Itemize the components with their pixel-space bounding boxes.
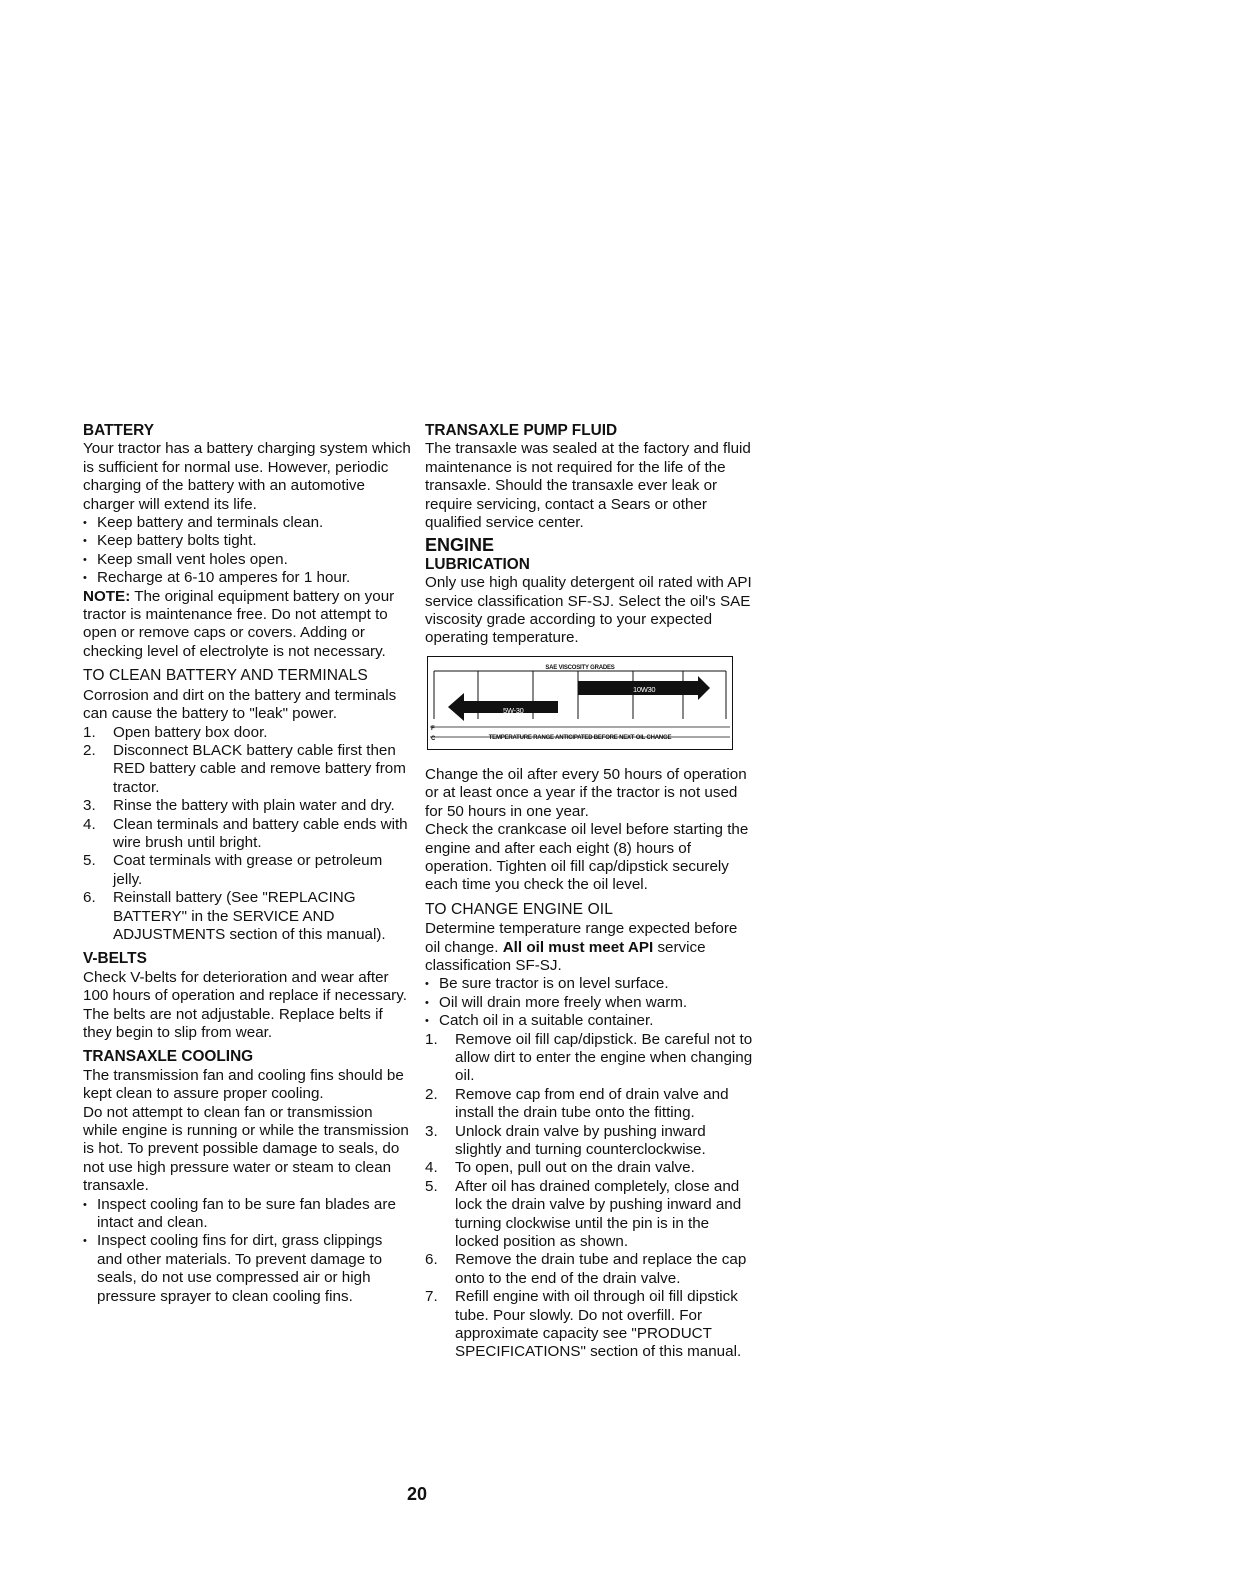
change-oil-intro-c: service classification SF-SJ.: [425, 938, 706, 974]
list-item: • Keep battery and terminals clean.: [83, 514, 411, 532]
step-number: 4.: [83, 815, 96, 833]
change-oil-bullets: [425, 975, 755, 1030]
battery-intro: Your tractor has a battery charging system which is sufficient for normal use. However, periodic charging of the battery with an automotive charger will extend its life.: [83, 440, 411, 513]
step-text: After oil has drained completely, close and lock the drain valve by pushing inward and turning clockwise until the pin is in the locked position as shown.: [455, 1177, 742, 1251]
transaxle-cooling-heading: TRANSAXLE COOLING: [83, 1048, 254, 1066]
transaxle-cooling-bullets: [83, 1196, 411, 1306]
step-text: Coat terminals with grease or petroleum jelly.: [113, 852, 383, 888]
battery-heading: BATTERY: [83, 422, 154, 439]
clean-terminals-intro: Corrosion and dirt on the battery and terminals can cause the battery to "leak" power.: [83, 686, 397, 723]
vbelts-heading: V-BELTS: [83, 950, 147, 968]
step-text: Unlock drain valve by pushing inward slightly and turning counterclockwise.: [455, 1122, 706, 1158]
transaxle-pump-heading: TRANSAXLE PUMP FLUID: [425, 422, 618, 439]
list-item: [425, 1159, 755, 1177]
list-item: [83, 724, 411, 742]
left-column: [83, 422, 411, 1306]
oil-level-check: Check the crankcase oil level before starting the engine and after each eight (8) hours of operation. Tighten oil fill cap/dipstick securely each time you check the oil level.: [425, 821, 749, 894]
list-item: [425, 1251, 755, 1288]
list-item: • Oil will drain more freely when warm.: [425, 994, 755, 1012]
step-number: 2.: [425, 1085, 438, 1103]
list-item: [425, 1288, 755, 1362]
battery-bullets: [83, 514, 411, 588]
fahrenheit-label: F: [431, 725, 435, 732]
step-text: Refill engine with oil through oil fill dipstick tube. Pour slowly. Do not overfill. For approximate capacity see "PRODUCT SPECIFICATIONS" section of this manual.: [455, 1288, 742, 1361]
step-text: Clean terminals and battery cable ends with wire brush until bright.: [113, 815, 408, 851]
step-text: Disconnect BLACK battery cable first then RED battery cable and remove battery from tractor.: [113, 741, 406, 796]
transaxle-cooling-p2: Do not attempt to clean fan or transmission while engine is running or while the transmission is hot. To prevent possible damage to seals, do not use high pressure water or steam to clean transaxle.: [83, 1103, 409, 1195]
viscosity-chart-footer: TEMPERATURE RANGE ANTICIPATED BEFORE NEXT OIL CHANGE: [488, 735, 672, 742]
transaxle-pump-text: The transaxle was sealed at the factory and fluid maintenance is not required for the life of the transaxle. Should the transaxle ever leak or require servicing, contact a Sears or other qualified service center.: [425, 440, 751, 532]
list-item: [425, 1123, 755, 1160]
battery-note: [83, 588, 411, 662]
list-item: • Keep battery bolts tight.: [83, 532, 411, 550]
oil-change-interval: Change the oil after every 50 hours of operation or at least once a year if the tractor is not used for 50 hours in one year.: [425, 765, 747, 820]
clean-terminals-heading: TO CLEAN BATTERY AND TERMINALS: [83, 667, 368, 685]
viscosity-chart: [427, 656, 733, 750]
lubrication-heading: LUBRICATION: [425, 555, 530, 573]
list-item: • Be sure tractor is on level surface.: [425, 975, 755, 993]
lubrication-text: Only use high quality detergent oil rated with API service classification SF-SJ. Select the oil's SAE viscosity grade according to your expected operating temperature.: [425, 574, 752, 647]
change-oil-heading: TO CHANGE ENGINE OIL: [425, 900, 614, 918]
list-item: • Recharge at 6-10 amperes for 1 hour.: [83, 569, 411, 587]
change-oil-intro: [425, 920, 755, 975]
list-item: [83, 852, 411, 889]
upper-grade-label: 10W30: [633, 684, 656, 694]
lower-grade-label: 5W-30: [503, 705, 524, 715]
step-number: 3.: [83, 797, 96, 815]
step-number: 3.: [425, 1122, 438, 1140]
note-text: The original equipment battery on your tractor is maintenance free. Do not attempt to open or remove caps or covers. Adding or checking level of electrolyte is not necessary.: [83, 587, 395, 660]
step-number: 4.: [425, 1159, 438, 1177]
step-number: 5.: [83, 852, 96, 870]
step-number: 1.: [83, 723, 96, 741]
list-item: • Inspect cooling fan to be sure fan blades are intact and clean.: [83, 1196, 411, 1233]
celsius-label: C: [431, 735, 436, 742]
change-oil-steps: [425, 1031, 755, 1362]
step-text: Reinstall battery (See "REPLACING BATTERY" in the SERVICE AND ADJUSTMENTS section of this manual).: [113, 889, 386, 943]
viscosity-chart-title: SAE VISCOSITY GRADES: [545, 664, 615, 671]
list-item: [83, 889, 411, 944]
list-item: [83, 816, 411, 853]
list-item: • Inspect cooling fins for dirt, grass clippings and other materials. To prevent damage to seals, do not use compressed air or high pressure sprayer to clean cooling fins.: [83, 1232, 411, 1306]
step-text: Remove cap from end of drain valve and install the drain tube onto the fitting.: [455, 1085, 729, 1122]
list-item: • Catch oil in a suitable container.: [425, 1012, 755, 1030]
step-number: 2.: [83, 741, 96, 759]
page-number: 20: [407, 1484, 428, 1504]
step-text: Open battery box door.: [113, 723, 268, 741]
engine-heading: ENGINE: [425, 535, 495, 556]
list-item: [425, 1178, 755, 1252]
step-number: 7.: [425, 1288, 438, 1306]
list-item: [425, 1086, 755, 1123]
right-column: [425, 422, 755, 1362]
transaxle-cooling-p1: The transmission fan and cooling fins should be kept clean to assure proper cooling.: [83, 1066, 404, 1103]
list-item: [425, 1031, 755, 1086]
change-oil-intro-a: Determine temperature range expected before oil change.: [425, 920, 738, 956]
note-label: NOTE:: [83, 587, 131, 605]
step-number: 5.: [425, 1177, 438, 1195]
vbelts-text: Check V-belts for deterioration and wear after 100 hours of operation and replace if necessary. The belts are not adjustable. Replace belts if they begin to slip from wear.: [83, 968, 407, 1041]
list-item: • Keep small vent holes open.: [83, 551, 411, 569]
step-number: 6.: [83, 889, 96, 907]
list-item: [83, 797, 411, 815]
step-text: Remove oil fill cap/dipstick. Be careful not to allow dirt to enter the engine when changing oil.: [455, 1030, 753, 1085]
step-text: To open, pull out on the drain valve.: [455, 1159, 695, 1177]
change-oil-intro-b: All oil must meet API: [502, 938, 654, 956]
step-number: 6.: [425, 1251, 438, 1269]
clean-terminals-steps: [83, 724, 411, 945]
step-number: 1.: [425, 1030, 438, 1048]
step-text: Rinse the battery with plain water and dry.: [113, 797, 395, 815]
list-item: [83, 742, 411, 797]
step-text: Remove the drain tube and replace the cap onto to the end of the drain valve.: [455, 1251, 747, 1287]
